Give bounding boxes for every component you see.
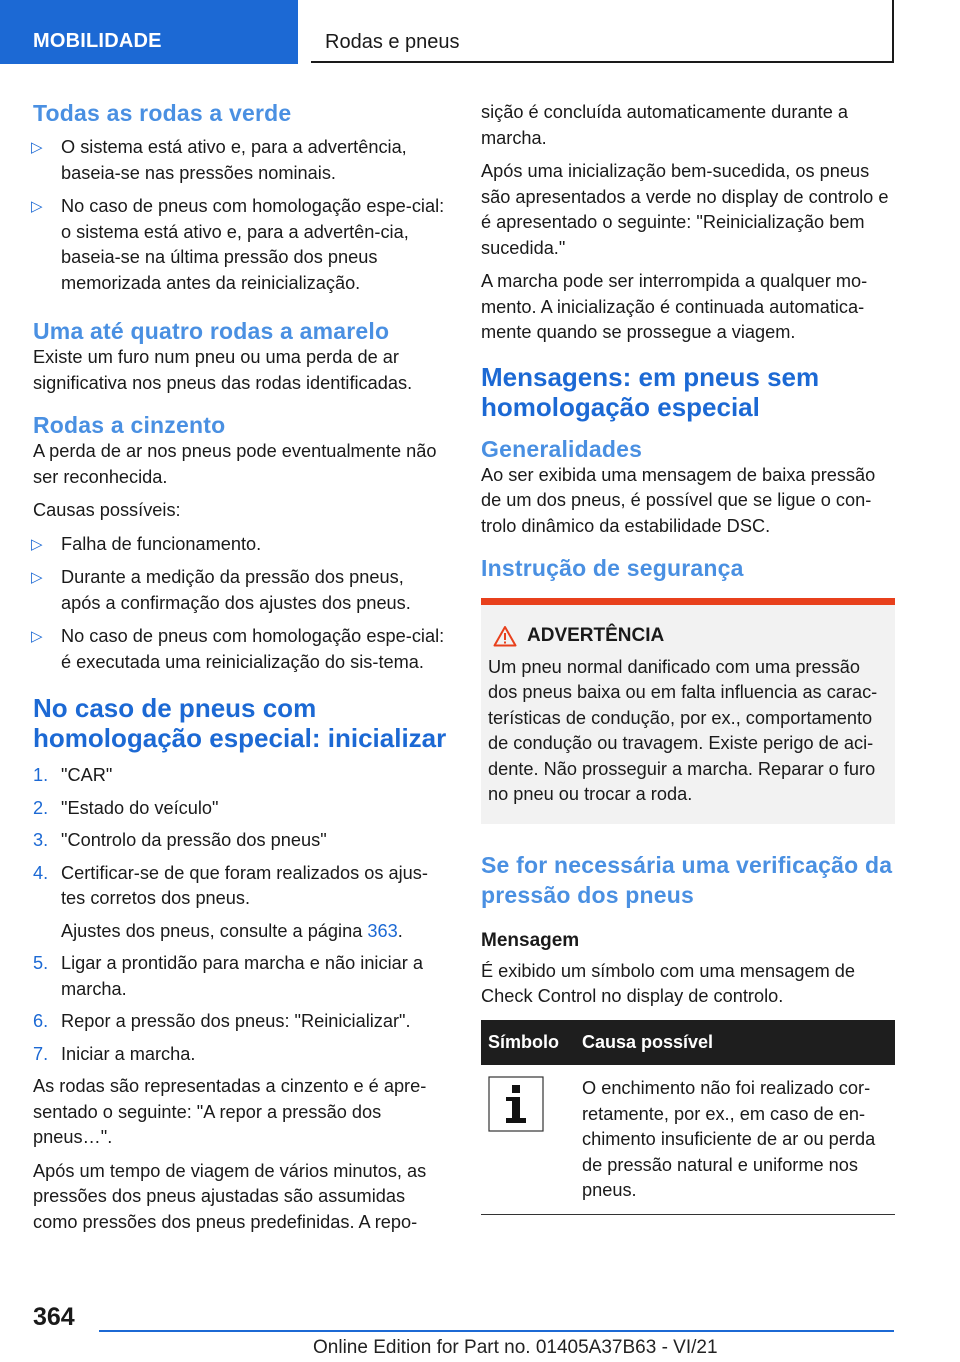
- header-chapter: [311, 0, 894, 63]
- table-cell-cause: O enchimento não foi realizado cor-retamente, por ex., em caso de en-chimento insuficiente de ar ou perda de pressão natural e uniforme nos pneus.: [575, 1065, 895, 1214]
- list-item: ▷ No caso de pneus com homologação espe-cial: é executada uma reinicialização do sis-tema.: [31, 626, 445, 672]
- warning-text: Um pneu normal danificado com uma pressão dos pneus baixa ou em falta influencia as carac-terísticas de condução, por ex., comportamento de condução ou travagem. Existe perigo de aci-dente. Não prosseguir a marcha. Reparar o furo no pneu ou trocar a roda.: [488, 656, 878, 804]
- left-column: [33, 100, 447, 1235]
- paragraph: A marcha pode ser interrompida a qualquer mo-mento. A inicialização é continuada automatica-mente quando se prossegue a viagem.: [481, 271, 868, 342]
- footer-edition: Online Edition for Part no. 01405A37B63 - VI/21: [313, 1337, 718, 1358]
- paragraph: As rodas são representadas a cinzento e é apre-sentado o seguinte: "A repor a pressão dos pneus…".: [33, 1076, 427, 1147]
- page-number: 364: [33, 1303, 75, 1331]
- heading-grey: Rodas a cinzento: [33, 412, 226, 438]
- table-cell-symbol: [481, 1065, 575, 1214]
- triangle-bullet-icon: ▷: [31, 535, 43, 553]
- right-column: [481, 100, 895, 1215]
- heading-messages: Mensagens: em pneus sem homologação especial: [481, 361, 820, 422]
- step-item: 6. Repor a pressão dos pneus: "Reinicializar".: [33, 1011, 411, 1031]
- info-icon: [488, 1076, 544, 1132]
- symbol-table: [481, 1020, 895, 1215]
- table-header-cause: Causa possível: [575, 1020, 895, 1066]
- footer-divider: [99, 1330, 894, 1332]
- general-text: Ao ser exibida uma mensagem de baixa pressão de um dos pneus, é possível que se ligue o con-trolo dinâmico da estabilidade DSC.: [481, 464, 876, 536]
- list-item: ▷ Falha de funcionamento.: [33, 532, 447, 558]
- table-header-symbol: Símbolo: [481, 1020, 575, 1066]
- header-chapter-label: Rodas e pneus: [325, 31, 460, 53]
- list-item: ▷ Durante a medição da pressão dos pneus, após a confirmação dos ajustes dos pneus.: [31, 567, 411, 613]
- heading-safety: Instrução de segurança: [481, 555, 744, 581]
- message-text: É exibido um símbolo com uma mensagem de Check Control no display de controlo.: [481, 960, 856, 1006]
- list-item: ▷ No caso de pneus com homologação espe-cial: o sistema está ativo e, para a advertên-cia, baseia-se na última pressão dos pneus memorizada antes da reinicialização.: [31, 196, 445, 293]
- heading-init: No caso de pneus com homologação especial: inicializar: [33, 693, 447, 753]
- warning-title: ADVERTÊNCIA: [488, 623, 887, 649]
- warning-triangle-icon: [493, 625, 517, 647]
- step-item: 5. Ligar a prontidão para marcha e não iniciar a marcha.: [33, 953, 423, 999]
- step-item: 1. "CAR": [33, 765, 113, 785]
- triangle-bullet-icon: ▷: [31, 139, 43, 156]
- step-item: 2. "Estado do veículo": [33, 797, 219, 818]
- grey-text: A perda de ar nos pneus pode eventualmente não ser reconhecida.: [33, 441, 437, 487]
- header-section-label: MOBILIDADE: [33, 30, 162, 52]
- page-reference-link[interactable]: 363: [367, 920, 398, 941]
- heading-yellow: Uma até quatro rodas a amarelo: [33, 318, 390, 344]
- step-item: 4. Certificar-se de que foram realizados os ajus-tes corretos dos pneus. Ajustes dos pneus, consulte a página 363.: [33, 861, 447, 945]
- warning-box: [481, 598, 895, 824]
- paragraph: Após um tempo de viagem de vários minutos, as pressões dos pneus ajustadas são assumidas como pressões dos pneus predefinidas. A repo-: [33, 1160, 427, 1232]
- step-reference: Ajustes dos pneus, consulte a página 363.: [61, 920, 403, 941]
- triangle-bullet-icon: ▷: [31, 569, 43, 586]
- table-row: [481, 1065, 895, 1214]
- step-item: 7. Iniciar a marcha.: [33, 1043, 196, 1064]
- list-item: ▷ O sistema está ativo e, para a advertência, baseia-se nas pressões nominais.: [31, 137, 407, 183]
- yellow-text: Existe um furo num pneu ou uma perda de ar significativa nos pneus das rodas identificadas.: [33, 347, 413, 393]
- step-item: 3. "Controlo da pressão dos pneus": [33, 830, 327, 850]
- heading-all-green: Todas as rodas a verde: [33, 100, 292, 126]
- triangle-bullet-icon: ▷: [31, 628, 43, 645]
- heading-general: Generalidades: [481, 435, 643, 462]
- causes-label: Causas possíveis:: [33, 500, 181, 520]
- paragraph: sição é concluída automaticamente durante a marcha.: [481, 102, 849, 148]
- heading-message: Mensagem: [481, 929, 580, 951]
- triangle-bullet-icon: ▷: [31, 198, 43, 215]
- heading-check: Se for necessária uma verificação da pressão dos pneus: [481, 851, 893, 908]
- paragraph: Após uma inicialização bem-sucedida, os pneus são apresentados a verde no display de controlo e é apresentado o seguinte: "Reinicialização bem sucedida.": [481, 161, 889, 258]
- header-section-tab: [0, 0, 298, 64]
